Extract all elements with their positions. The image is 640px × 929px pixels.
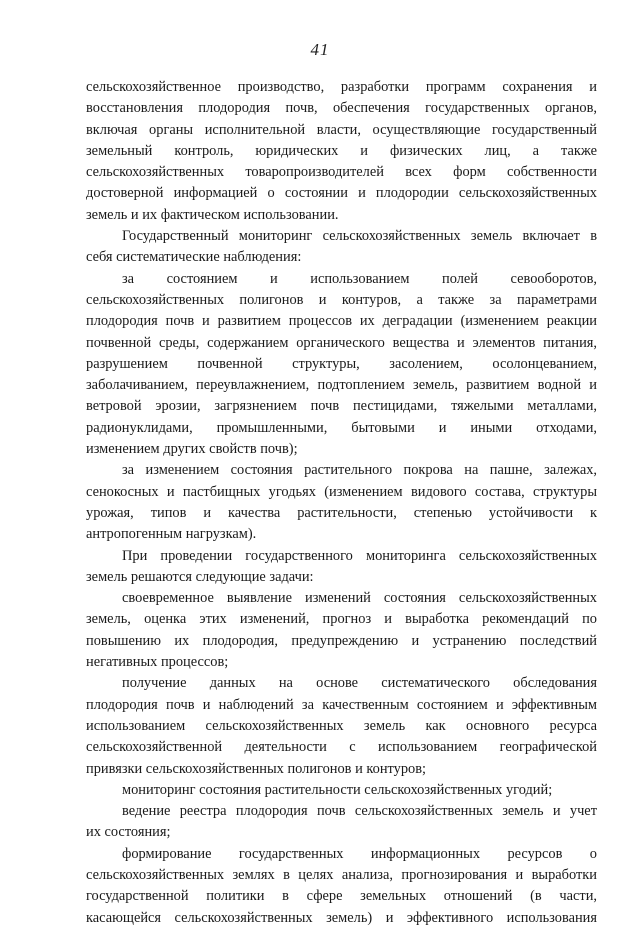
text-line: за состоянием и использованием полей севооборотов, [122,270,597,287]
text-line: государственной политики в сфере земельных отношений (в части, [86,888,597,905]
text-line: своевременное выявление изменений состояния сельскохозяйственных [122,590,597,607]
text-line: изменением других свойств почв); [86,441,298,458]
text-line: себя систематические наблюдения: [86,249,302,266]
text-line: Государственный мониторинг сельскохозяйственных земель включает в [122,228,597,245]
text-line: касающейся сельскохозяйственных земель) и эффективного использования [86,909,597,926]
text-line: земель, оценка этих изменений, прогноз и выработка рекомендаций по [86,611,597,628]
text-line: включая органы исполнительной власти, осуществляющие государственный [86,121,597,138]
text-line: сельскохозяйственных землях в целях анализа, прогнозирования и выработки [86,866,597,883]
text-line: ведение реестра плодородия почв сельскохозяйственных земель и учет [122,803,597,820]
text-line: восстановления плодородия почв, обеспечения государственных органов, [86,100,597,117]
text-line: радионуклидами, промышленными, бытовыми и иными отходами, [86,419,597,436]
text-line: негативных процессов; [86,654,229,671]
text-line: земель решаются следующие задачи: [86,568,314,585]
text-line: использованием сельскохозяйственных земель как основного ресурса [86,717,597,734]
text-line: за изменением состояния растительного покрова на пашне, залежах, [122,462,597,479]
text-line: сельскохозяйственное производство, разработки программ сохранения и [86,79,597,95]
text-line: сельскохозяйственных полигонов и контуров, а также за параметрами [86,291,597,308]
text-line: урожая, типов и качества растительности, степенью устойчивости к [86,504,597,521]
text-line: почвенной среды, содержанием органического вещества и элементов питания, [86,334,597,351]
text-line: их состояния; [86,824,171,841]
text-line: разрушением почвенной структуры, засолением, осолонцеванием, [86,355,597,372]
text-line: земельный контроль, юридических и физических лиц, а также [86,142,597,159]
text-line: плодородия почв и наблюдений за качественным состоянием и эффективным [86,696,597,713]
text-line: При проведении государственного мониторинга сельскохозяйственных [122,547,597,564]
text-line: сельскохозяйственной деятельности с использованием географической [86,739,597,756]
text-line: привязки сельскохозяйственных полигонов и контуров; [86,760,427,777]
text-line: плодородия почв и развитием процессов их деградации (изменением реакции [86,313,597,330]
text-line: получение данных на основе систематического обследования [122,675,597,692]
text-line: антропогенным нагрузкам). [86,526,257,543]
text-line: заболачиванием, переувлажнением, подтоплением земель, развитием водной и [86,377,597,394]
text-line: сельскохозяйственных товаропроизводителей всех форм собственности [86,164,597,181]
text-line: достоверной информацией о состоянии и плодородии сельскохозяйственных [86,185,597,202]
text-line: сенокосных и пастбищных угодьях (изменением видового состава, структуры [86,483,597,500]
document-text-body [86,77,597,929]
text-line: формирование государственных информационных ресурсов о [122,845,597,862]
text-line: повышению их плодородия, предупреждению и устранению последствий [86,632,597,649]
text-line: мониторинг состояния растительности сельскохозяйственных угодий; [122,781,553,798]
text-line: ветровой эрозии, загрязнением почв пестицидами, тяжелыми металлами, [86,398,597,415]
page-number: 41 [310,40,330,59]
text-line: земель и их фактическом использовании. [86,206,339,223]
